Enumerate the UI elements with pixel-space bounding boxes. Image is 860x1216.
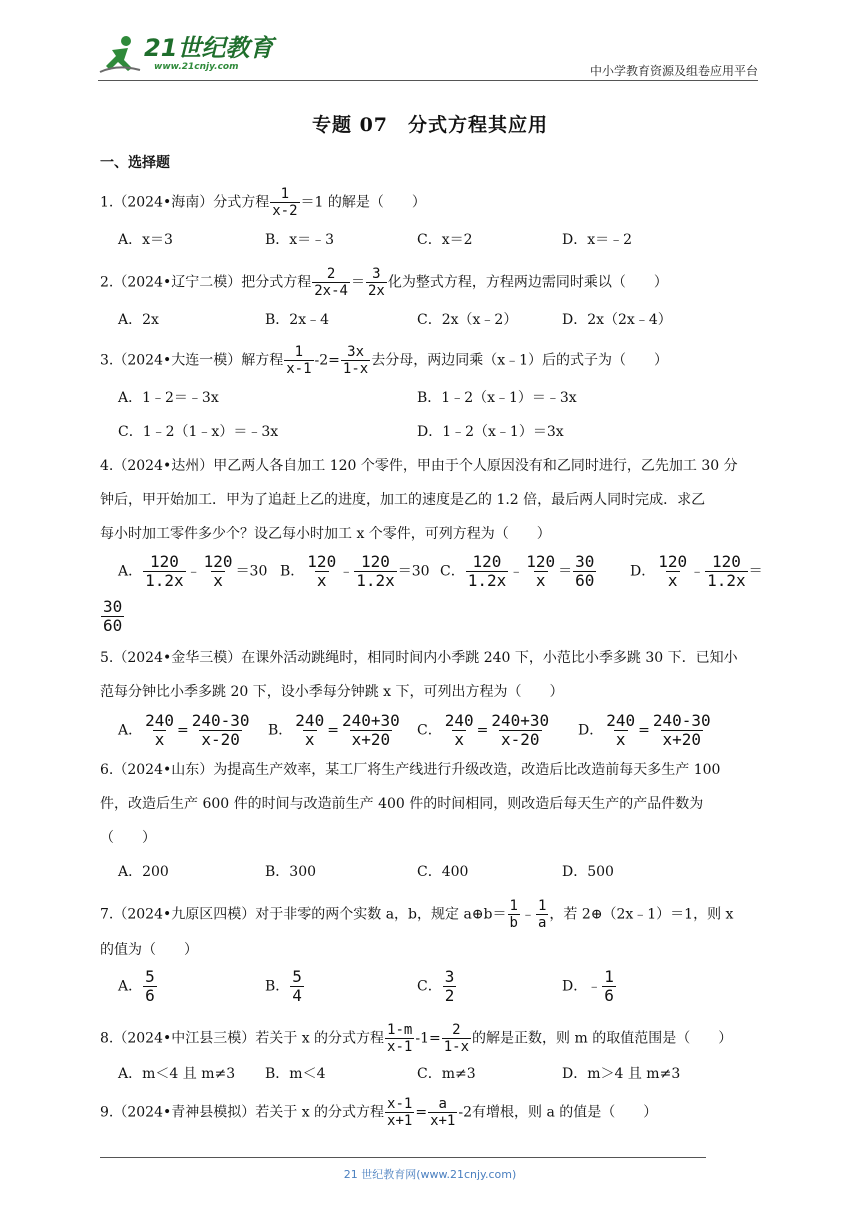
- numerator: 1: [509, 898, 518, 914]
- fraction: [443, 712, 476, 749]
- fraction: [312, 266, 350, 299]
- fraction: [202, 553, 235, 590]
- option-c[interactable]: [417, 712, 552, 749]
- question-5-line-1: 5.（2024•金华三模）在课外活动跳绳时，相同时间内小季跳 240 下，小范比小季多跳 30 下．已知小: [100, 650, 738, 666]
- denominator: x+1: [387, 1113, 413, 1129]
- question-3-tail: 去分母，两边同乘（x﹣1）后的式子为（ ）: [371, 352, 669, 369]
- option-d[interactable]: [562, 968, 617, 1005]
- denominator: 1.2x: [467, 571, 507, 590]
- numerator: 1: [537, 898, 547, 914]
- numerator: 240-30: [191, 711, 250, 730]
- question-9: [100, 1096, 657, 1129]
- denominator: x: [316, 571, 327, 590]
- question-7-stem: 7.（2024•九原区四模）对于非零的两个实数 a，b，规定 a⊕b＝: [100, 906, 507, 923]
- operator: ﹣: [339, 563, 354, 580]
- page-footer[interactable]: 21 世纪教育网(www.21cnjy.com): [343, 1168, 517, 1181]
- option-a[interactable]: [118, 712, 253, 749]
- denominator: 2x: [367, 283, 385, 299]
- denominator: x+1: [430, 1113, 456, 1129]
- denominator: 1.2x: [145, 571, 184, 590]
- numerator: 3: [444, 967, 455, 986]
- equals-sign: ＝: [558, 563, 573, 580]
- denominator: x+20: [351, 730, 391, 749]
- question-7: [100, 898, 733, 931]
- denominator: 1.2x: [707, 571, 746, 590]
- numerator: 120: [203, 552, 233, 571]
- option-c[interactable]: C．400: [417, 864, 469, 880]
- fraction: [290, 968, 304, 1005]
- option-d[interactable]: D．x＝﹣2: [562, 232, 633, 248]
- question-4-line-2: 钟后，甲开始加工．甲为了追赶上乙的进度，加工的速度是乙的 1.2 倍，最后两人同时完成．求乙: [100, 492, 706, 508]
- fraction: [340, 712, 402, 749]
- fraction: [524, 553, 557, 590]
- option-c[interactable]: [417, 968, 457, 1005]
- denominator: x+20: [662, 730, 702, 749]
- numerator: 120: [711, 552, 741, 571]
- denominator: x-20: [201, 730, 240, 749]
- numerator: 240: [295, 711, 325, 730]
- question-7-tail: ，若 2⊕（2x﹣1）＝1，则 x: [549, 906, 734, 923]
- fraction: [143, 553, 186, 590]
- option-b[interactable]: [268, 712, 403, 749]
- option-d[interactable]: D．500: [562, 864, 614, 880]
- page-title: 专题 07 分式方程其应用: [311, 114, 549, 136]
- option-a[interactable]: [118, 553, 267, 590]
- option-a[interactable]: A．2x: [118, 312, 159, 328]
- option-label: D．: [630, 563, 656, 580]
- platform-name: 中小学教育资源及组卷应用平台: [589, 64, 758, 78]
- option-label: C．: [440, 563, 465, 580]
- question-7-line-2: 的值为（ ）: [100, 942, 198, 958]
- fraction: [651, 712, 713, 749]
- question-3-stem: 3.（2024•大连一模）解方程: [100, 352, 284, 369]
- fraction: [385, 1096, 414, 1129]
- option-b[interactable]: B．x＝﹣3: [265, 232, 335, 248]
- question-8-stem: 8.（2024•中江县三模）若关于 x 的分式方程: [100, 1030, 385, 1047]
- option-d[interactable]: [630, 553, 763, 590]
- denominator: 2x-4: [314, 283, 348, 299]
- option-a[interactable]: A．1﹣2＝﹣3x: [118, 390, 219, 406]
- option-label: B．: [265, 978, 290, 995]
- option-c[interactable]: C．2x（x﹣2）: [417, 312, 518, 328]
- denominator: a: [537, 915, 547, 931]
- numerator: 120: [307, 552, 337, 571]
- denominator: 6: [604, 986, 614, 1005]
- fraction: [190, 712, 252, 749]
- option-d[interactable]: D．2x（2x﹣4）: [562, 312, 672, 328]
- question-2-stem: 2.（2024•辽宁二模）把分式方程: [100, 274, 312, 291]
- option-b[interactable]: [265, 968, 305, 1005]
- numerator: 120: [658, 552, 688, 571]
- page-header: [98, 34, 758, 84]
- question-3: [100, 344, 668, 377]
- fraction: [442, 1022, 471, 1055]
- numerator: 3: [372, 266, 381, 282]
- fraction: [604, 712, 637, 749]
- numerator: 2: [452, 1022, 461, 1038]
- numerator: 5: [292, 967, 302, 986]
- section-heading: 一、选择题: [100, 155, 170, 171]
- equals-sign: ＝: [350, 274, 365, 291]
- fraction: [101, 598, 124, 635]
- denominator: 1-x: [342, 361, 369, 377]
- option-label: D．﹣: [562, 978, 602, 995]
- numerator: x-1: [387, 1096, 413, 1112]
- operator: -2: [458, 1104, 473, 1121]
- equals-sign: =: [177, 722, 189, 739]
- equals-sign: =: [327, 722, 339, 739]
- equals-sign: =: [476, 722, 489, 739]
- option-c[interactable]: C．1﹣2（1﹣x）＝﹣3x: [118, 424, 279, 440]
- option-label: B．: [268, 722, 293, 739]
- option-b[interactable]: B．m＜4: [265, 1066, 326, 1082]
- option-a[interactable]: [118, 968, 158, 1005]
- fraction: [508, 898, 520, 931]
- option-d[interactable]: D．m＞4 且 m≠3: [562, 1066, 681, 1082]
- fraction: [354, 553, 397, 590]
- equals-sign: =: [415, 1104, 428, 1121]
- equals-sign: =: [638, 722, 650, 739]
- question-9-stem: 9.（2024•青神县模拟）若关于 x 的分式方程: [100, 1104, 385, 1121]
- numerator: 1: [280, 186, 290, 202]
- numerator: 240: [145, 711, 175, 730]
- fraction: [143, 968, 157, 1005]
- option-label: D．: [578, 722, 604, 739]
- denominator: x: [535, 571, 546, 590]
- footer-divider: [100, 1157, 706, 1158]
- numerator: 240-30: [652, 711, 711, 730]
- denominator: x: [154, 730, 165, 749]
- question-1-tail: ＝1 的解是（ ）: [300, 194, 426, 211]
- question-6-line-1: 6.（2024•山东）为提高生产效率，某工厂将生产线进行升级改造，改造后比改造前每天多生产 100: [100, 762, 721, 778]
- denominator: x-1: [286, 361, 312, 377]
- option-b[interactable]: [280, 553, 430, 590]
- numerator: 1-m: [387, 1022, 413, 1038]
- operator: ﹣: [690, 563, 705, 580]
- numerator: 5: [145, 967, 155, 986]
- option-b[interactable]: B．1﹣2（x﹣1）＝﹣3x: [417, 390, 577, 406]
- option-label: A．: [118, 978, 143, 995]
- numerator: 240+30: [491, 711, 550, 730]
- denominator: 1.2x: [356, 571, 395, 590]
- option-d[interactable]: [578, 712, 714, 749]
- fraction: [573, 553, 596, 590]
- option-c[interactable]: [440, 553, 597, 590]
- fraction: [536, 898, 548, 931]
- option-label: C．: [417, 978, 442, 995]
- fraction: [656, 553, 689, 590]
- numerator: 240: [606, 711, 636, 730]
- denominator: x: [454, 730, 464, 749]
- fraction: [366, 266, 387, 299]
- denominator: x-2: [272, 203, 298, 219]
- denominator: x: [667, 571, 678, 590]
- option-a[interactable]: A．200: [118, 864, 169, 880]
- numerator: 120: [472, 552, 502, 571]
- question-2-tail: 化为整式方程，方程两边需同时乘以（ ）: [387, 274, 668, 291]
- result: ＝30: [397, 563, 430, 580]
- option-a[interactable]: A．m＜4 且 m≠3: [118, 1066, 236, 1082]
- numerator: a: [438, 1096, 447, 1112]
- fraction: [466, 553, 509, 590]
- operator: -2=: [314, 352, 340, 369]
- fraction: [293, 712, 326, 749]
- option-b[interactable]: B．2x﹣4: [265, 312, 329, 328]
- denominator: 6: [145, 986, 155, 1005]
- fraction: [143, 712, 176, 749]
- numerator: 120: [361, 552, 390, 571]
- numerator: 240: [444, 711, 474, 730]
- numerator: 3x: [347, 344, 364, 360]
- question-8: [100, 1022, 732, 1055]
- result: ＝30: [235, 563, 268, 580]
- equals-sign: ＝: [748, 563, 763, 580]
- numerator: 30: [103, 597, 123, 616]
- option-label: A．: [118, 722, 143, 739]
- option-label: A．: [118, 563, 143, 580]
- logo-url: www.21cnjy.com: [154, 62, 239, 72]
- fraction: [305, 553, 338, 590]
- fraction: [443, 968, 457, 1005]
- option-b[interactable]: B．300: [265, 864, 317, 880]
- question-1: [100, 186, 426, 219]
- operator: ﹣: [509, 563, 524, 580]
- denominator: x: [213, 571, 223, 590]
- runner-logo-icon: [98, 34, 142, 76]
- denominator: x-1: [387, 1039, 413, 1055]
- numerator: 30: [575, 552, 595, 571]
- fraction: [602, 968, 616, 1005]
- fraction: [385, 1022, 414, 1055]
- fraction: [270, 186, 299, 219]
- fraction: [428, 1096, 457, 1129]
- denominator: x: [615, 730, 626, 749]
- operator: ﹣: [186, 563, 201, 580]
- fraction: [284, 344, 313, 377]
- question-6-line-3: （ ）: [100, 830, 156, 846]
- option-c[interactable]: C．x＝2: [417, 232, 473, 248]
- numerator: 1: [294, 344, 304, 360]
- header-divider: [98, 80, 758, 81]
- logo-title: 21世纪教育: [144, 34, 274, 62]
- fraction: [341, 344, 370, 377]
- numerator: 240+30: [341, 711, 400, 730]
- denominator: x-20: [500, 730, 540, 749]
- denominator: x: [304, 730, 315, 749]
- option-a[interactable]: A．x＝3: [118, 232, 173, 248]
- question-4-line-1: 4.（2024•达州）甲乙两人各自加工 120 个零件，甲由于个人原因没有和乙同时进行，乙先加工 30 分: [100, 458, 738, 474]
- question-5-line-2: 范每分钟比小季多跳 20 下，设小季每分钟跳 x 下，可列出方程为（ ）: [100, 684, 564, 700]
- operator: ﹣: [520, 906, 535, 923]
- denominator: 60: [103, 616, 123, 635]
- question-2: [100, 266, 668, 299]
- operator: -1=: [415, 1030, 441, 1047]
- option-c[interactable]: C．m≠3: [417, 1066, 476, 1082]
- denominator: 2: [444, 986, 455, 1005]
- numerator: 120: [149, 552, 179, 571]
- site-logo: [98, 34, 273, 76]
- denominator: b: [509, 915, 518, 931]
- question-8-tail: 的解是正数，则 m 的取值范围是（ ）: [472, 1030, 733, 1047]
- numerator: 1: [604, 967, 614, 986]
- denominator: 1-x: [443, 1039, 470, 1055]
- option-d[interactable]: D．1﹣2（x﹣1）＝3x: [417, 424, 564, 440]
- numerator: 2: [326, 266, 336, 282]
- option-label: C．: [417, 722, 442, 739]
- numerator: 120: [526, 552, 556, 571]
- question-6-line-2: 件，改造后生产 600 件的时间与改造前生产 400 件的时间相同，则改造后每天生产的产品件数为: [100, 796, 704, 812]
- question-9-tail: 有增根，则 a 的值是（ ）: [472, 1104, 658, 1121]
- denominator: 4: [292, 986, 302, 1005]
- fraction: [489, 712, 551, 749]
- option-d-continuation: [100, 598, 125, 635]
- fraction: [705, 553, 748, 590]
- denominator: 60: [575, 571, 595, 590]
- question-1-stem: 1.（2024•海南）分式方程: [100, 194, 270, 211]
- question-4-line-3: 每小时加工零件多少个？设乙每小时加工 x 个零件，可列方程为（ ）: [100, 526, 551, 542]
- option-label: B．: [280, 563, 305, 580]
